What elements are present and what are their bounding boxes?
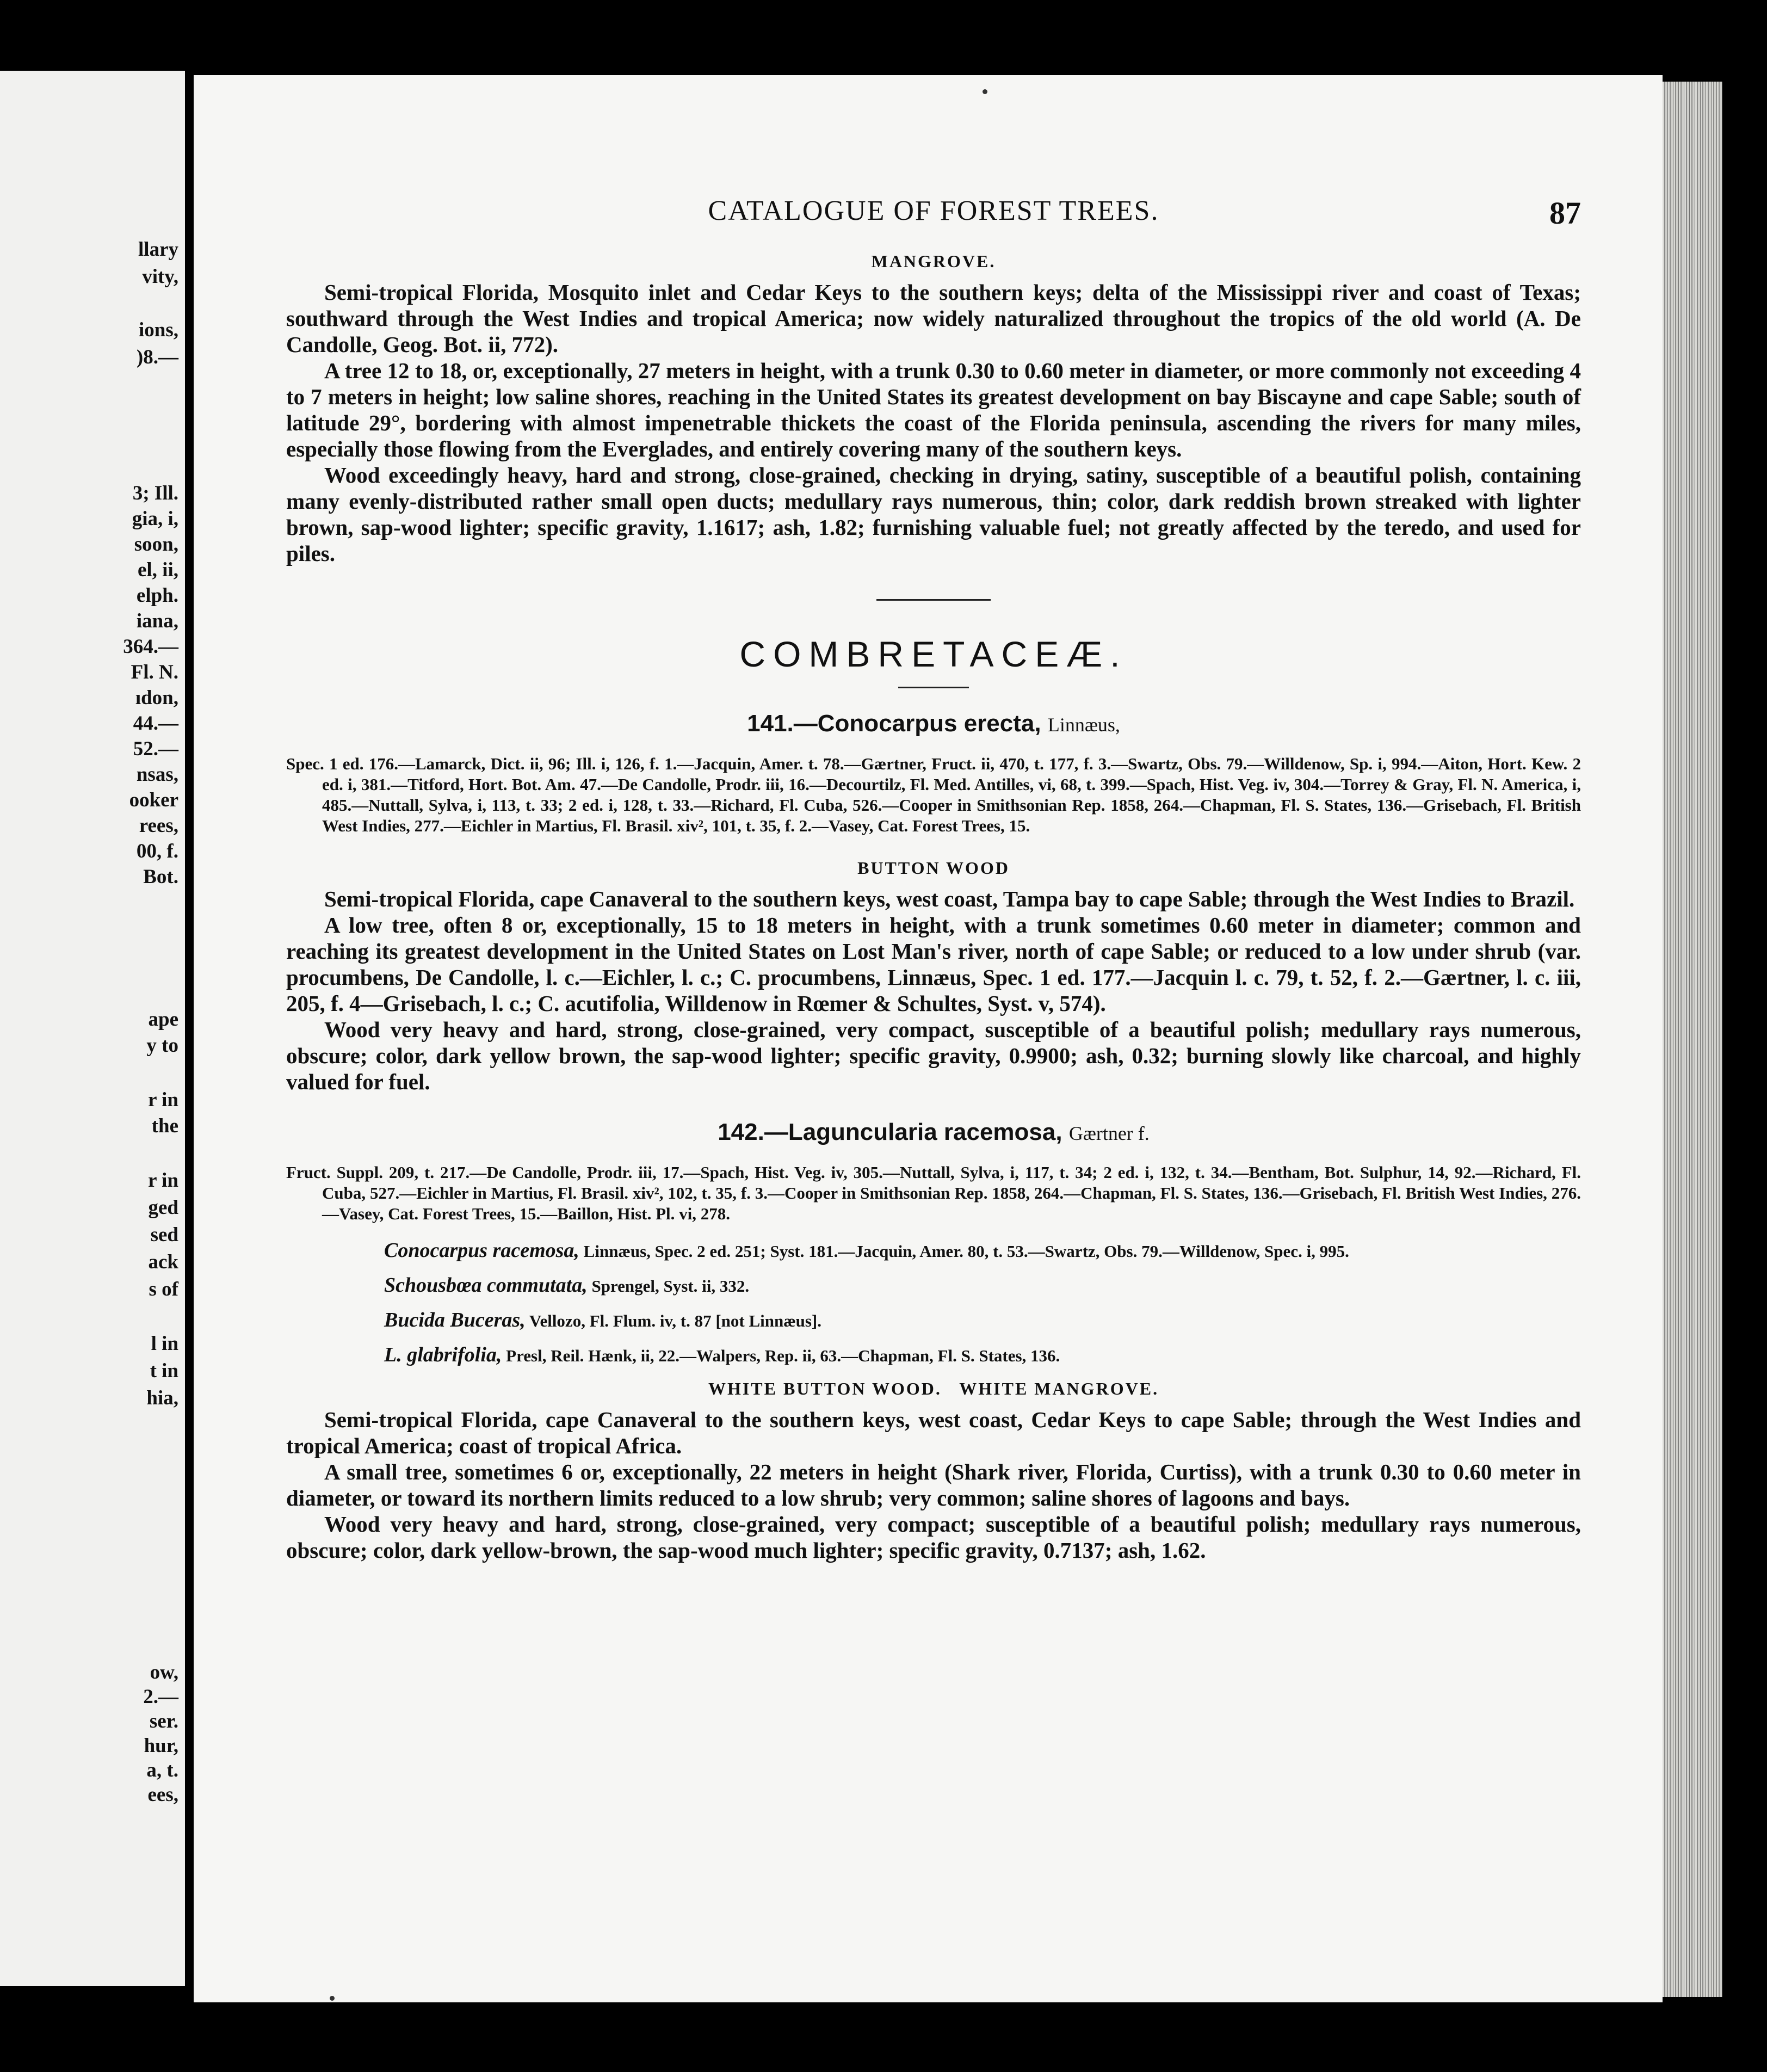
synonym-name: L. glabrifolia, <box>384 1343 502 1366</box>
prev-text: )8.— <box>136 346 178 368</box>
ink-speck <box>983 89 987 94</box>
prev-text: iana, <box>136 610 178 632</box>
species-name: Laguncularia racemosa, <box>788 1119 1062 1145</box>
book-page-edges <box>1663 82 1722 1997</box>
species-author: Linnæus, <box>1047 714 1120 736</box>
prev-text: sed <box>150 1224 178 1246</box>
synonym-ref: Linnæus, Spec. 2 ed. 251; Syst. 181.—Jacquin, Amer. 80, t. 53.—Swartz, Obs. 79.—Willdenow, Spec. i, 995. <box>583 1242 1349 1261</box>
ink-speck <box>330 1996 335 2001</box>
prev-text: 52.— <box>133 738 178 760</box>
synonym-list <box>286 1240 1581 1367</box>
running-title: CATALOGUE OF FOREST TREES. <box>708 195 1159 226</box>
mangrove-habit: A tree 12 to 18, or, exceptionally, 27 meters in height, with a trunk 0.30 to 0.60 meter in diameter, or more commonly not exceeding 4 to 7 meters in height; low saline shores, reaching in the United States its greatest development on bay Biscayne and cape Sable; south of latitude 29°, bordering with almost impenetrable thickets the coast of the Florida peninsula, ascending the rivers for many miles, especially those flowing from the Everglades, and entirely covering many of the southern keys. <box>286 358 1581 461</box>
synonym-entry <box>286 1274 1581 1297</box>
prev-text: 00, f. <box>136 840 178 862</box>
species-141-citation: Spec. 1 ed. 176.—Lamarck, Dict. ii, 96; Ill. i, 126, f. 1.—Jacquin, Amer. t. 78.—Gærtner, Fruct. ii, 470, t. 177, f. 3.—Swartz, Obs. 79.—Willdenow, Sp. i, 994.—Aiton, Hort. Kew. 2 ed. i, 381.—Titford, Hort. Bot. Am. 47.—De Candolle, Prodr. iii, 16.—Decourtilz, Fl. Med. Antilles, vi, 68, t. 399.—Spach, Hist. Veg. iv, 304.—Torrey & Gray, Fl. N. America, i, 485.—Nuttall, Sylva, i, 113, t. 33; 2 ed. i, 128, t. 33.—Richard, Fl. Cuba, 526.—Cooper in Smithsonian Rep. 1858, 264.—Chapman, Fl. S. States, 136.—Grisebach, Fl. British West Indies, 277.—Eichler in Martius, Fl. Brasil. xiv², 101, t. 35, f. 2.—Vasey, Cat. Forest Trees, 15. <box>286 754 1581 835</box>
book-page <box>194 75 1663 2002</box>
mangrove-common-name: MANGROVE. <box>871 251 996 271</box>
species-142-common-name: WHITE BUTTON WOOD. WHITE MANGROVE. <box>708 1379 1159 1398</box>
prev-text: gia, i, <box>132 508 178 530</box>
species-141-wood: Wood very heavy and hard, strong, close-grained, very compact, susceptible of a beautiful polish; medullary rays numerous, obscure; color, dark yellow brown, the sap-wood lighter; specific gravity, 0.9900; ash, 0.32; burning slowly like charcoal, and highly valued for fuel. <box>286 1017 1581 1094</box>
mangrove-distribution: Semi-tropical Florida, Mosquito inlet and Cedar Keys to the southern keys; delta of the Mississippi river and coast of Texas; southward through the West Indies and tropical America; now widely naturalized throughout the tropics of the old world (A. De Candolle, Geog. Bot. ii, 772). <box>286 280 1581 357</box>
synonym-entry <box>286 1309 1581 1332</box>
species-number: 141.— <box>747 710 818 737</box>
synonym-entry <box>286 1344 1581 1367</box>
prev-text: elph. <box>136 584 178 607</box>
prev-text: ser. <box>149 1710 178 1732</box>
prev-text: 3; Ill. <box>132 482 178 504</box>
prev-text: Fl. N. <box>131 661 178 683</box>
prev-text: 2.— <box>143 1686 178 1708</box>
family-underline <box>898 687 969 688</box>
prev-text: hur, <box>144 1735 178 1757</box>
prev-text: ow, <box>150 1661 178 1683</box>
prev-text: 44.— <box>133 712 178 735</box>
prev-text: ack <box>148 1251 178 1273</box>
page-content <box>286 195 1581 1563</box>
prev-text: rees, <box>139 815 178 837</box>
section-divider <box>876 599 991 601</box>
prev-text: l in <box>151 1333 178 1355</box>
page-number: 87 <box>1549 195 1581 231</box>
prev-text: ape <box>148 1008 178 1031</box>
species-142-wood: Wood very heavy and hard, strong, close-grained, very compact; susceptible of a beautiful polish; medullary rays numerous, obscure; color, dark yellow-brown, the sap-wood much lighter; specific gravity, 0.7137; ash, 1.62. <box>286 1512 1581 1563</box>
prev-text: 364.— <box>123 636 178 658</box>
family-heading: COMBRETACEÆ. <box>739 634 1128 674</box>
prev-text: t in <box>150 1360 178 1382</box>
synonym-ref: Presl, Reil. Hænk, ii, 22.—Walpers, Rep. ii, 63.—Chapman, Fl. S. States, 136. <box>506 1346 1060 1365</box>
species-142-citation: Fruct. Suppl. 209, t. 217.—De Candolle, Prodr. iii, 17.—Spach, Hist. Veg. iv, 305.—Nuttall, Sylva, i, 117, t. 34; 2 ed. i, 132, t. 34.—Bentham, Bot. Sulphur, 14, 92.—Richard, Fl. Cuba, 527.—Eichler in Martius, Fl. Brasil. xiv², 102, t. 35, f. 3.—Cooper in Smithsonian Rep. 1858, 264.—Chapman, Fl. S. States, 136.—Grisebach, Fl. British West Indies, 276.—Vasey, Cat. Forest Trees, 15.—Baillon, Hist. Pl. vi, 278. <box>286 1163 1581 1223</box>
prev-text: s of <box>149 1278 178 1300</box>
species-141-habit: A low tree, often 8 or, exceptionally, 15 to 18 meters in height, with a trunk sometimes 0.60 meter in diameter; common and reaching its greatest development in the United States on Lost Man's river, north of cape Sable; or reduced to a low under shrub (var. procumbens, De Candolle, l. c.—Eichler, l. c.; C. procumbens, Linnæus, Spec. 1 ed. 177.—Jacquin l. c. 79, t. 52, f. 2.—Gærtner, l. c. iii, 205, f. 4—Grisebach, l. c.; C. acutifolia, Willdenow in Rœmer & Schultes, Syst. v, 574). <box>286 912 1581 1016</box>
synonym-name: Schousbœa commutata, <box>384 1274 588 1297</box>
prev-text: ees, <box>147 1784 178 1806</box>
species-number: 142.— <box>718 1119 788 1145</box>
previous-page-fragment <box>0 71 185 1986</box>
prev-text: hia, <box>146 1387 178 1409</box>
species-author: Gærtner f. <box>1068 1123 1150 1144</box>
prev-text: Bot. <box>143 866 178 888</box>
prev-text: ooker <box>129 789 178 811</box>
species-142-habit: A small tree, sometimes 6 or, exceptionally, 22 meters in height (Shark river, Florida, Curtiss), with a trunk 0.30 to 0.60 meter in diameter, or toward its northern limits reduced to a low shrub; very common; saline shores of lagoons and bays. <box>286 1459 1581 1510</box>
prev-text: r in <box>148 1089 178 1111</box>
synonym-entry <box>286 1240 1581 1262</box>
prev-text: nsas, <box>136 763 178 786</box>
species-142-distribution: Semi-tropical Florida, cape Canaveral to the southern keys, west coast, Cedar Keys to cape Sable; through the West Indies and tropical America; coast of tropical Africa. <box>286 1407 1581 1458</box>
prev-text: ged <box>148 1197 178 1219</box>
prev-text: r in <box>148 1169 178 1192</box>
prev-text: el, ii, <box>137 559 178 581</box>
mangrove-wood: Wood exceedingly heavy, hard and strong, close-grained, checking in drying, satiny, susceptible of a beautiful polish, containing many evenly-distributed rather small open ducts; medullary rays numerous, thin; color, dark reddish brown streaked with lighter brown, sap-wood lighter; specific gravity, 1.1617; ash, 1.82; furnishing valuable fuel; not greatly affected by the teredo, and used for piles. <box>286 462 1581 566</box>
prev-text: a, t. <box>146 1759 178 1781</box>
prev-text: y to <box>146 1034 178 1057</box>
synonym-name: Conocarpus racemosa, <box>384 1239 579 1262</box>
prev-text: llary <box>138 238 178 261</box>
species-name: Conocarpus erecta, <box>817 710 1041 737</box>
species-141-common-name: BUTTON WOOD <box>857 858 1010 878</box>
species-142-heading <box>286 1119 1581 1146</box>
prev-text: ions, <box>138 319 178 341</box>
species-141-heading <box>286 710 1581 737</box>
prev-text: vity, <box>142 266 178 288</box>
running-header <box>286 195 1581 244</box>
species-141-distribution: Semi-tropical Florida, cape Canaveral to the southern keys, west coast, Tampa bay to cape Sable; through the West Indies to Brazil. <box>324 886 1575 911</box>
synonym-ref: Vellozo, Fl. Flum. iv, t. 87 [not Linnæus]. <box>529 1311 822 1330</box>
synonym-name: Bucida Buceras, <box>384 1309 526 1331</box>
synonym-ref: Sprengel, Syst. ii, 332. <box>591 1276 750 1296</box>
prev-text: the <box>151 1115 178 1137</box>
prev-text: ıdon, <box>135 687 178 709</box>
prev-text: soon, <box>134 533 178 556</box>
